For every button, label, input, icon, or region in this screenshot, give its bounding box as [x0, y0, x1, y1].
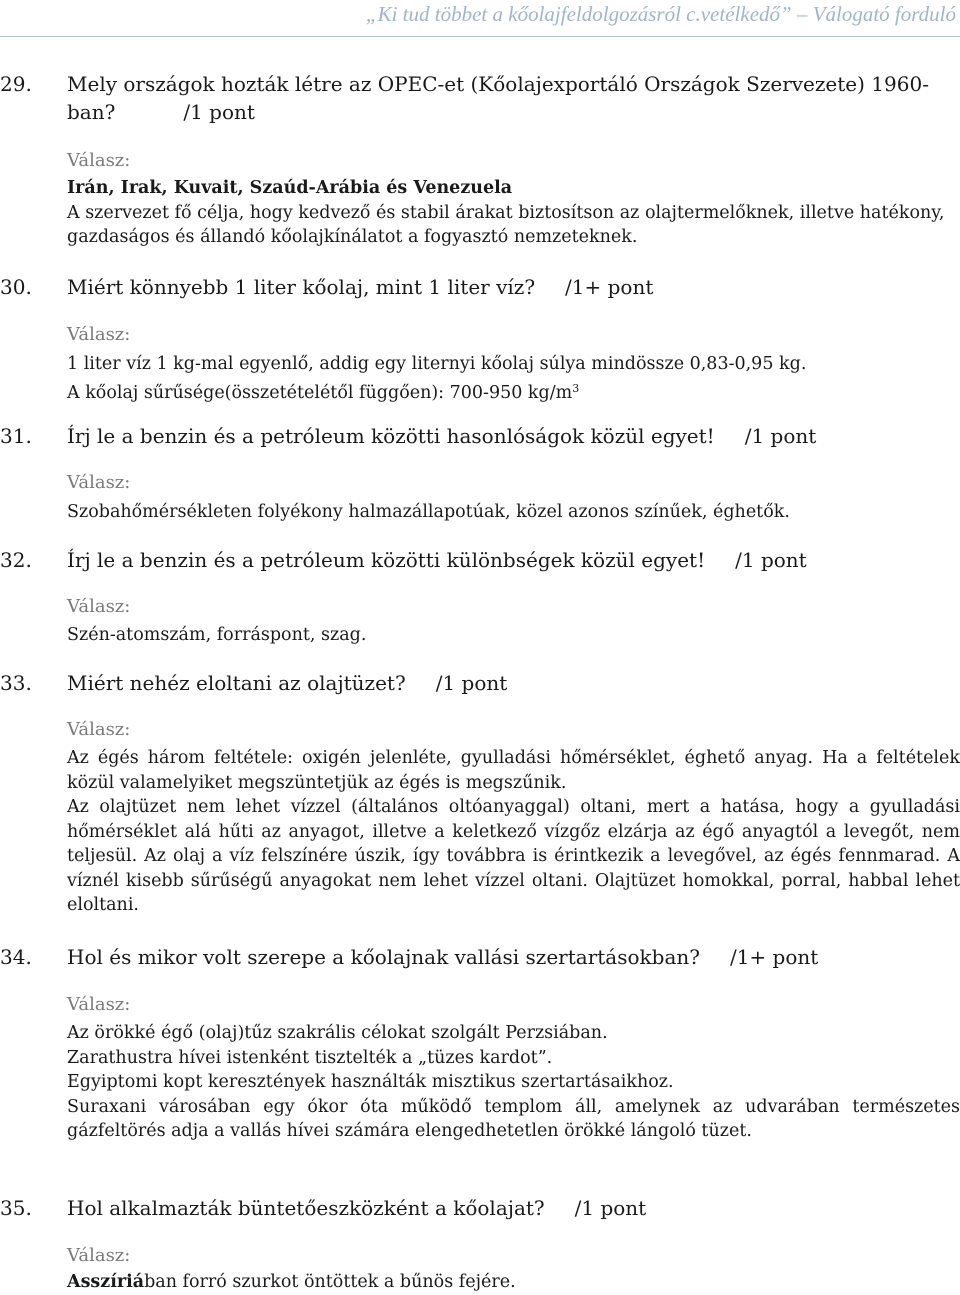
page-header: „Ki tud többet a kőolajfeldolgozásról c.vetélkedő” – Válogató forduló	[365, 2, 956, 26]
answer-bold: Irán, Irak, Kuvait, Szaúd-Arábia és Venezuela	[67, 178, 513, 198]
question-text: Hol és mikor volt szerepe a kőolajnak vallási szertartásokban?	[67, 945, 700, 969]
question-text: Miért nehéz eloltani az olajtüzet?	[67, 671, 406, 695]
answer-label: Válasz:	[67, 596, 131, 617]
answer-text: A kőolaj sűrűsége(összetételétől függően): 700-950 kg/m	[67, 382, 573, 403]
question-number: 30.	[0, 275, 32, 299]
superscript: 3	[572, 381, 580, 395]
answer-paragraph: Az olajtüzet nem lehet vízzel (általános oltóanyaggal) oltani, mert a hatása, hogy a gyulladási hőmérséklet alá hűti az anyagot, illetve a keletkező vízgőz elzárja az égő anyagtól a levegőt, nem teljesül. Az olaj a víz felszínére úszik, így továbbra is érintkezik a levegővel, az égés fennmarad. A víznél kisebb sűrűségű anyagokat nem lehet vízzel oltani. Olajtüzet homokkal, porral, habbal lehet eloltani.	[67, 797, 960, 915]
answer-text: ban forró szurkot öntöttek a bűnös fejére.	[144, 1272, 516, 1292]
question-text: Írj le a benzin és a petróleum közötti hasonlóságok közül egyet!	[67, 424, 715, 448]
answer-label: Válasz:	[67, 1245, 131, 1266]
answer-label: Válasz:	[67, 994, 131, 1015]
answer-label: Válasz:	[67, 472, 131, 493]
question-text: Miért könnyebb 1 liter kőolaj, mint 1 liter víz?	[67, 275, 536, 299]
question-points: /1 pont	[435, 671, 508, 695]
answer-text: 1 liter víz 1 kg-mal egyenlő, addig egy liternyi kőolaj súlya mindössze 0,83-0,95 kg.	[67, 354, 807, 374]
question-points: /1+ pont	[729, 945, 819, 969]
answer-30	[67, 352, 960, 405]
answer-label: Válasz:	[67, 719, 131, 740]
question-points: /1 pont	[183, 100, 255, 124]
answer-34	[67, 1021, 960, 1144]
question-number: 33.	[0, 671, 32, 695]
question-points: /1 pont	[735, 548, 807, 572]
answer-line: Zarathustra hívei istenként tisztelték a „tüzes kardot”.	[67, 1047, 553, 1068]
answer-label: Válasz:	[67, 324, 131, 345]
answer-line: Egyiptomi kopt keresztények használták misztikus szertartásaikhoz.	[67, 1072, 674, 1092]
answer-label: Válasz:	[67, 150, 131, 171]
header-divider	[0, 36, 960, 37]
answer-31	[67, 500, 960, 525]
question-number: 31.	[0, 424, 32, 448]
question-number: 34.	[0, 945, 32, 969]
question-number: 32.	[0, 548, 32, 572]
question-text-cont: ban?	[67, 100, 116, 124]
question-points: /1 pont	[574, 1196, 647, 1220]
answer-29	[67, 176, 960, 250]
answer-text: Szobahőmérsékleten folyékony halmazállapotúak, közel azonos színűek, éghetők.	[67, 502, 790, 522]
answer-bold: Asszíriá	[67, 1272, 145, 1292]
question-text: Mely országok hozták létre az OPEC-et (Kőolajexportáló Országok Szervezete) 1960-	[67, 72, 929, 96]
answer-33	[67, 746, 960, 918]
answer-35	[67, 1270, 960, 1295]
question-points: /1+ pont	[565, 275, 654, 299]
answer-line: Suraxani városában egy ókor óta működő templom áll, amelynek az udvarában természetes gázfeltörés adja a vallás hívei számára elengedhetetlen örökké lángoló tüzet.	[67, 1096, 960, 1141]
question-number: 35.	[0, 1196, 32, 1220]
answer-paragraph: Az égés három feltétele: oxigén jelenléte, gyulladási hőmérséklet, éghető anyag. Ha a feltételek közül valamelyiket megszüntetjük az égés is megszűnik.	[67, 748, 960, 793]
answer-line: Az örökké égő (olaj)tűz szakrális célokat szolgált Perzsiában.	[67, 1023, 608, 1043]
answer-text: A szervezet fő célja, hogy kedvező és stabil árakat biztosítson az olajtermelőknek, illetve hatékony, gazdaságos és állandó kőolajkínálatot a fogyasztó nemzeteknek.	[67, 202, 945, 247]
question-points: /1 pont	[744, 424, 817, 448]
answer-text: Szén-atomszám, forráspont, szag.	[67, 625, 367, 645]
question-text: Írj le a benzin és a petróleum közötti különbségek közül egyet!	[67, 548, 706, 572]
question-text: Hol alkalmazták büntetőeszközként a kőolajat?	[67, 1196, 545, 1220]
question-number: 29.	[0, 72, 32, 96]
answer-32	[67, 623, 960, 648]
